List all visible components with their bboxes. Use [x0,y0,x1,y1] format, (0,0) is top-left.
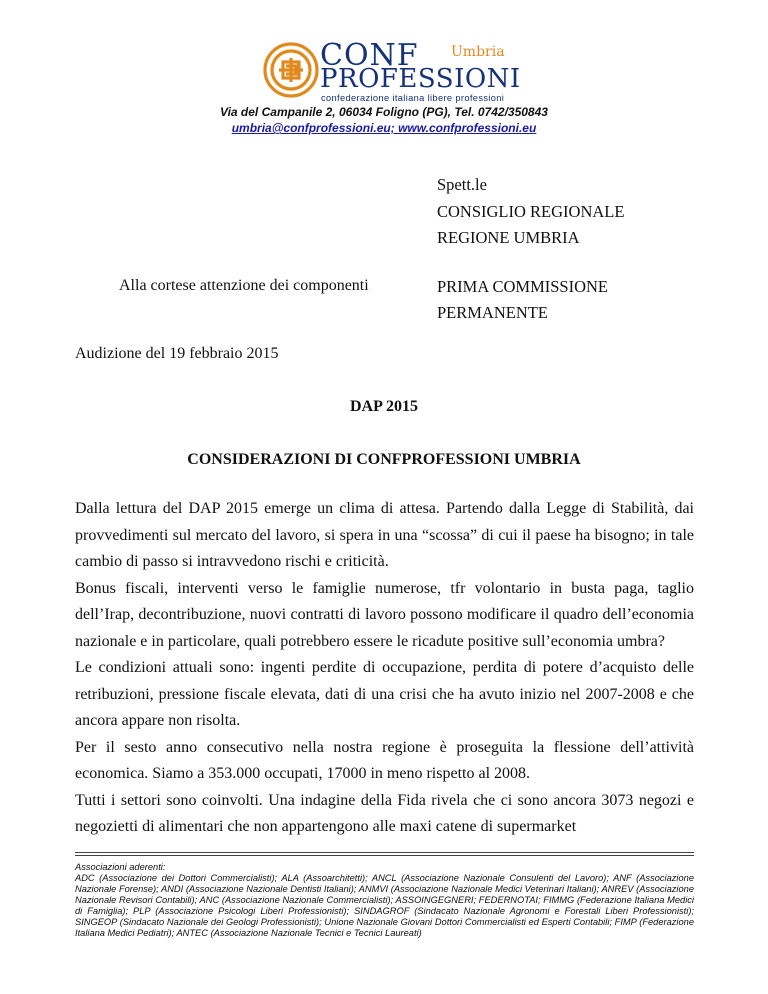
paragraph: Le condizioni attuali sono: ingenti perdite di occupazione, perdita di potere d’acquisto delle retribuzioni, pressione fiscale elevata, dati di una crisi che ha avuto inizio nel 2007-2008 e che ancora appare non risolta. [75,659,694,729]
addressee-salutation: Spett.le [437,175,487,194]
addressee-line4: PERMANENTE [437,303,548,322]
addressee-line1: CONSIGLIO REGIONALE [437,202,625,221]
hearing-date: Audizione del 19 febbraio 2015 [75,345,279,362]
paragraph: Dalla lettura del DAP 2015 emerge un clima di attesa. Partendo dalla Legge di Stabilità, dai provvedimenti sul mercato del lavoro, si spera in una “scossa” di cui il paese ha bisogno; in tale cambio di passo si intravvedono rischi e criticità. [75,500,694,570]
header-contacts-link[interactable]: umbria@confprofessioni.eu; www.confprofessioni.eu [231,121,537,135]
document-title: DAP 2015 [350,398,418,415]
addressee-line3: PRIMA COMMISSIONE [437,277,608,296]
logo-region: Umbria [451,44,505,60]
logo-wordmark-professioni: PROFESSIONI [320,64,521,94]
attention-line: Alla cortese attenzione dei componenti [119,277,369,294]
addressee-line2: REGIONE UMBRIA [437,228,580,247]
logo-tagline: confederazione italiana libere professioni [321,93,505,103]
footer-heading: Associazioni aderenti: [75,862,166,872]
body-text [75,496,694,841]
paragraph: Per il sesto anno consecutivo nella nostra regione è proseguita la flessione dell’attività economica. Siamo a 353.000 occupati, 17000 in meno rispetto al 2008. [75,738,694,782]
logo-wordmark-conf: CONF [320,38,419,73]
logo-emblem-icon [265,44,317,96]
footer-divider [75,852,694,853]
footer-divider [75,855,694,856]
header-address: Via del Campanile 2, 06034 Foligno (PG), Tel. 0742/350843 [220,105,548,119]
paragraph: Tutti i settori sono coinvolti. Una indagine della Fida rivela che ci sono ancora 3073 negozi e negozietti di alimentari che non appartengono alle maxi catene di supermarket [75,791,694,835]
document-subtitle: CONSIDERAZIONI DI CONFPROFESSIONI UMBRIA [187,451,581,468]
footer-associations: ADC (Associazione dei Dottori Commercialisti); ALA (Assoarchitetti); ANCL (Associazione Nazionale Consulenti del Lavoro); ANF (Associazione Nazionale Forense); ANDI (Associazione Nazionale Dentisti Italiani); ANMVI (Associazione Nazionale Medici Veterinari Italiani); ANREV (Associazione Nazionale Revisori Contabili); ANC (Associazione Nazionale Commercialisti); ASSOINGEGNERI; FEDERNOTAI; FIMMG (Federazione Italiana Medici di Famiglia); PLP (Associazione Psicologi Liberi Professionisti); SINDAGROF (Sindacato Nazionale Agronomi e Forestali Liberi Professionisti); SINGEOP (Sindacato Nazionale dei Geologi Professionisti); Unione Nazionale Giovani Dottori Commercialisti ed Esperti Contabili; FIMP (Federazione Italiana Medici Pediatri); ANTEC (Associazione Nazionale Tecnici e Tecnici Laureati) [75,873,694,938]
footer [75,862,694,939]
paragraph: Bonus fiscali, interventi verso le famiglie numerose, tfr volontario in busta paga, taglio dell’Irap, decontribuzione, nuovi contratti di lavoro possono modificare il quadro dell’economia nazionale e in particolare, quali potrebbero essere le ricadute positive sull’economia umbra? [75,579,694,650]
